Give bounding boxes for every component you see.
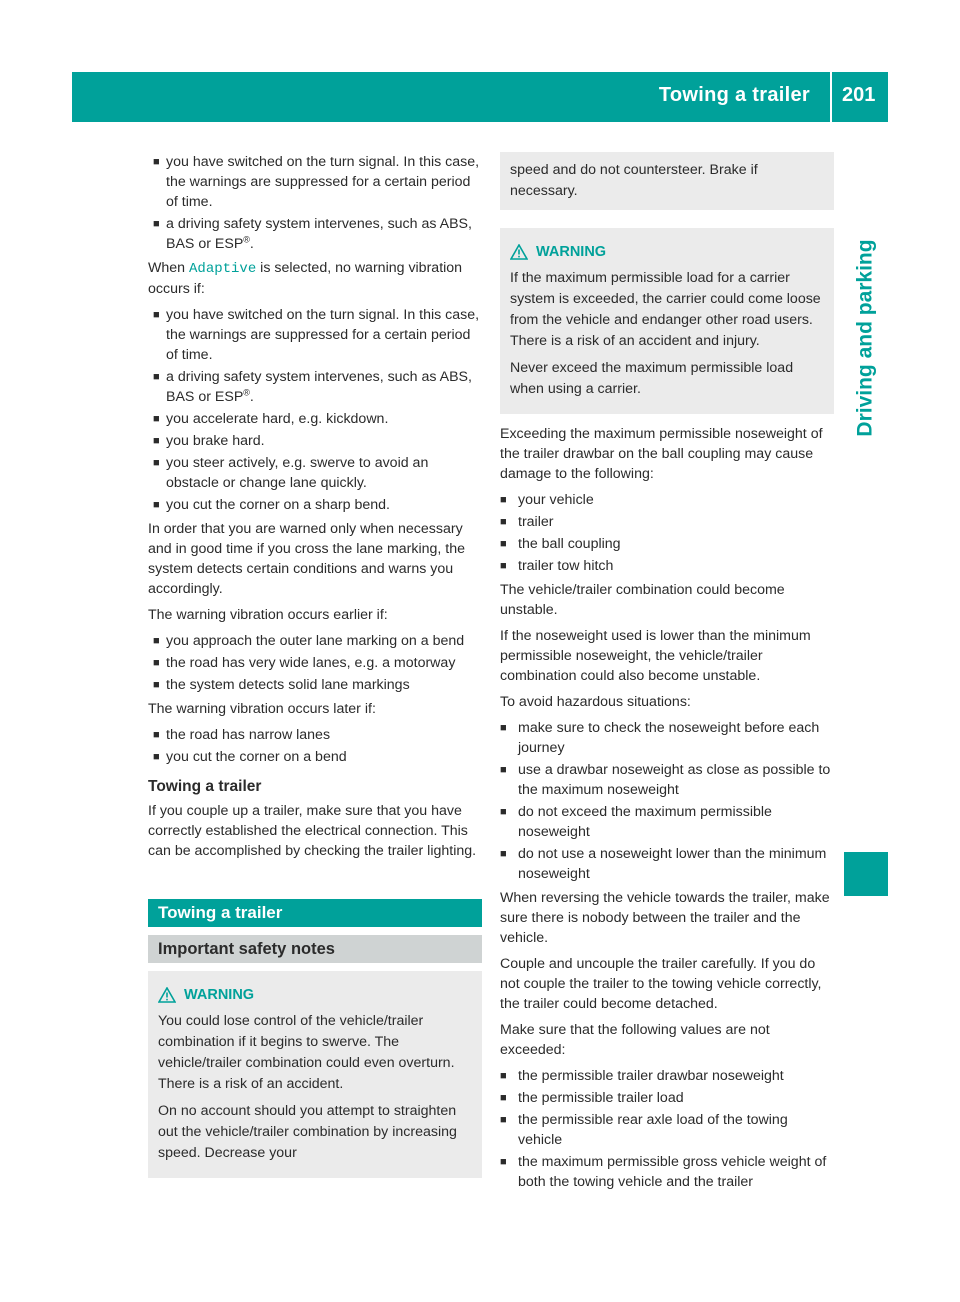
body-paragraph: Exceeding the maximum permissible noseweight of the trailer drawbar on the ball coupling may cause damage to the following: <box>500 426 823 482</box>
adaptive-paragraph: When Adaptive is selected, no warning vibration occurs if: <box>148 260 463 297</box>
page-header <box>72 72 888 122</box>
bullet-icon: ■ <box>153 156 160 168</box>
bullet-icon: ■ <box>153 499 160 511</box>
warning-text: If the maximum permissible load for a carrier system is exceeded, the carrier could come loose from the vehicle and endanger other road users. There is a risk of an accident and injury. <box>510 270 821 349</box>
list-item: ■ you approach the outer lane marking on a bend <box>153 633 465 649</box>
warning-text: Never exceed the maximum permissible load when using a carrier. <box>510 360 794 397</box>
bullet-icon: ■ <box>500 806 507 818</box>
section-subheading: Towing a trailer <box>148 778 262 795</box>
list-item: ■ the system detects solid lane markings <box>153 677 410 693</box>
list-item: ■ the permissible rear axle load of the towing vehicle <box>500 1112 788 1148</box>
bullet-list-later <box>153 725 482 767</box>
warning-heading: WARNING <box>510 242 824 262</box>
bullet-icon: ■ <box>153 309 160 321</box>
bullet-icon: ■ <box>500 516 507 528</box>
bullet-icon: ■ <box>153 635 160 647</box>
body-paragraph: Couple and uncouple the trailer carefully. If you do not couple the trailer to the towing vehicle correctly, the trailer could become detached. <box>500 956 822 1012</box>
list-item: ■ you cut the corner on a bend <box>153 749 347 765</box>
body-paragraph: The warning vibration occurs earlier if: <box>148 607 388 623</box>
list-item: ■ the road has narrow lanes <box>153 727 331 743</box>
bullet-icon: ■ <box>153 413 160 425</box>
right-column <box>500 152 834 1196</box>
warning-text: You could lose control of the vehicle/trailer combination if it begins to swerve. The vehicle/trailer combination could even overturn. There is a risk of an accident. <box>158 1013 455 1092</box>
list-item: ■ a driving safety system intervenes, such as ABS, BAS or ESP®. <box>153 369 472 405</box>
bullet-icon: ■ <box>500 538 507 550</box>
warning-triangle-icon <box>158 987 176 1003</box>
list-item: ■ the maximum permissible gross vehicle weight of both the towing vehicle and the trailer <box>500 1154 827 1190</box>
chapter-label-text: Driving and parking <box>854 239 878 437</box>
list-item: ■ the permissible trailer load <box>500 1090 684 1106</box>
bullet-icon: ■ <box>153 371 160 383</box>
list-item: ■ do not exceed the maximum permissible noseweight <box>500 804 772 840</box>
list-item: ■ the ball coupling <box>500 536 621 552</box>
list-item: ■ you have switched on the turn signal. In this case, the warnings are suppressed for a certain period of time. <box>153 307 480 363</box>
bullet-icon: ■ <box>153 679 160 691</box>
list-item: ■ your vehicle <box>500 492 594 508</box>
body-paragraph: The warning vibration occurs later if: <box>148 701 376 717</box>
list-item: ■ make sure to check the noseweight before each journey <box>500 720 820 756</box>
bullet-list-adaptive <box>153 305 482 515</box>
list-item: ■ the permissible trailer drawbar noseweight <box>500 1068 784 1084</box>
bullet-icon: ■ <box>153 457 160 469</box>
body-paragraph: When reversing the vehicle towards the trailer, make sure there is nobody between the trailer and the vehicle. <box>500 890 830 946</box>
bullet-icon: ■ <box>153 657 160 669</box>
list-item: ■ trailer tow hitch <box>500 558 614 574</box>
body-paragraph: Make sure that the following values are not exceeded: <box>500 1022 770 1058</box>
warning-box <box>500 228 834 414</box>
header-title: Towing a trailer <box>658 84 810 106</box>
bullet-icon: ■ <box>153 729 160 741</box>
list-item: ■ you accelerate hard, e.g. kickdown. <box>153 411 389 427</box>
bullet-list-earlier <box>153 631 482 695</box>
subsection-title-band: Important safety notes <box>148 935 482 963</box>
bullet-icon: ■ <box>500 1070 507 1082</box>
warning-box-continued <box>500 152 834 210</box>
bullet-list-damage <box>500 490 834 576</box>
adaptive-setting-label: Adaptive <box>189 261 257 277</box>
header-divider <box>830 72 832 122</box>
page-number: 201 <box>842 84 876 106</box>
bullet-icon: ■ <box>500 848 507 860</box>
list-item: ■ you brake hard. <box>153 433 265 449</box>
bullet-icon: ■ <box>500 1114 507 1126</box>
list-item: ■ a driving safety system intervenes, such as ABS, BAS or ESP®. <box>153 216 472 252</box>
chapter-side-label <box>844 196 888 480</box>
bullet-icon: ■ <box>500 764 507 776</box>
list-item: ■ you steer actively, e.g. swerve to avoid an obstacle or change lane quickly. <box>153 455 429 491</box>
bullet-icon: ■ <box>500 1156 507 1168</box>
bullet-icon: ■ <box>500 1092 507 1104</box>
body-paragraph: If you couple up a trailer, make sure that you have correctly established the electrical connection. This can be accomplished by checking the trailer lighting. <box>148 803 477 859</box>
bullet-icon: ■ <box>153 218 160 230</box>
section-title-band: Towing a trailer <box>148 899 482 927</box>
bullet-icon: ■ <box>153 751 160 763</box>
body-paragraph: In order that you are warned only when necessary and in good time if you cross the lane marking, the system detects certain conditions and warns you accordingly. <box>148 521 466 597</box>
bullet-icon: ■ <box>500 494 507 506</box>
body-paragraph: The vehicle/trailer combination could become unstable. <box>500 582 785 618</box>
warning-text: speed and do not countersteer. Brake if necessary. <box>510 162 758 199</box>
list-item: ■ use a drawbar noseweight as close as possible to the maximum noseweight <box>500 762 831 798</box>
bullet-icon: ■ <box>500 560 507 572</box>
warning-heading: WARNING <box>158 985 472 1005</box>
list-item: ■ the road has very wide lanes, e.g. a motorway <box>153 655 456 671</box>
left-column <box>148 152 482 1178</box>
body-paragraph: To avoid hazardous situations: <box>500 694 691 710</box>
chapter-tab-marker <box>844 852 888 896</box>
body-paragraph: If the noseweight used is lower than the minimum permissible noseweight, the vehicle/trailer combination could also become unstable. <box>500 628 811 684</box>
list-item: ■ you cut the corner on a sharp bend. <box>153 497 390 513</box>
list-item: ■ you have switched on the turn signal. In this case, the warnings are suppressed for a certain period of time. <box>153 154 480 210</box>
bullet-icon: ■ <box>500 722 507 734</box>
bullet-list-conditions <box>153 152 482 254</box>
warning-text: On no account should you attempt to straighten out the vehicle/trailer combination by increasing speed. Decrease your <box>158 1103 457 1161</box>
bullet-icon: ■ <box>153 435 160 447</box>
warning-box <box>148 971 482 1178</box>
warning-triangle-icon <box>510 244 528 260</box>
bullet-list-avoid <box>500 718 834 884</box>
bullet-list-values <box>500 1066 834 1192</box>
list-item: ■ do not use a noseweight lower than the minimum noseweight <box>500 846 827 882</box>
list-item: ■ trailer <box>500 514 554 530</box>
